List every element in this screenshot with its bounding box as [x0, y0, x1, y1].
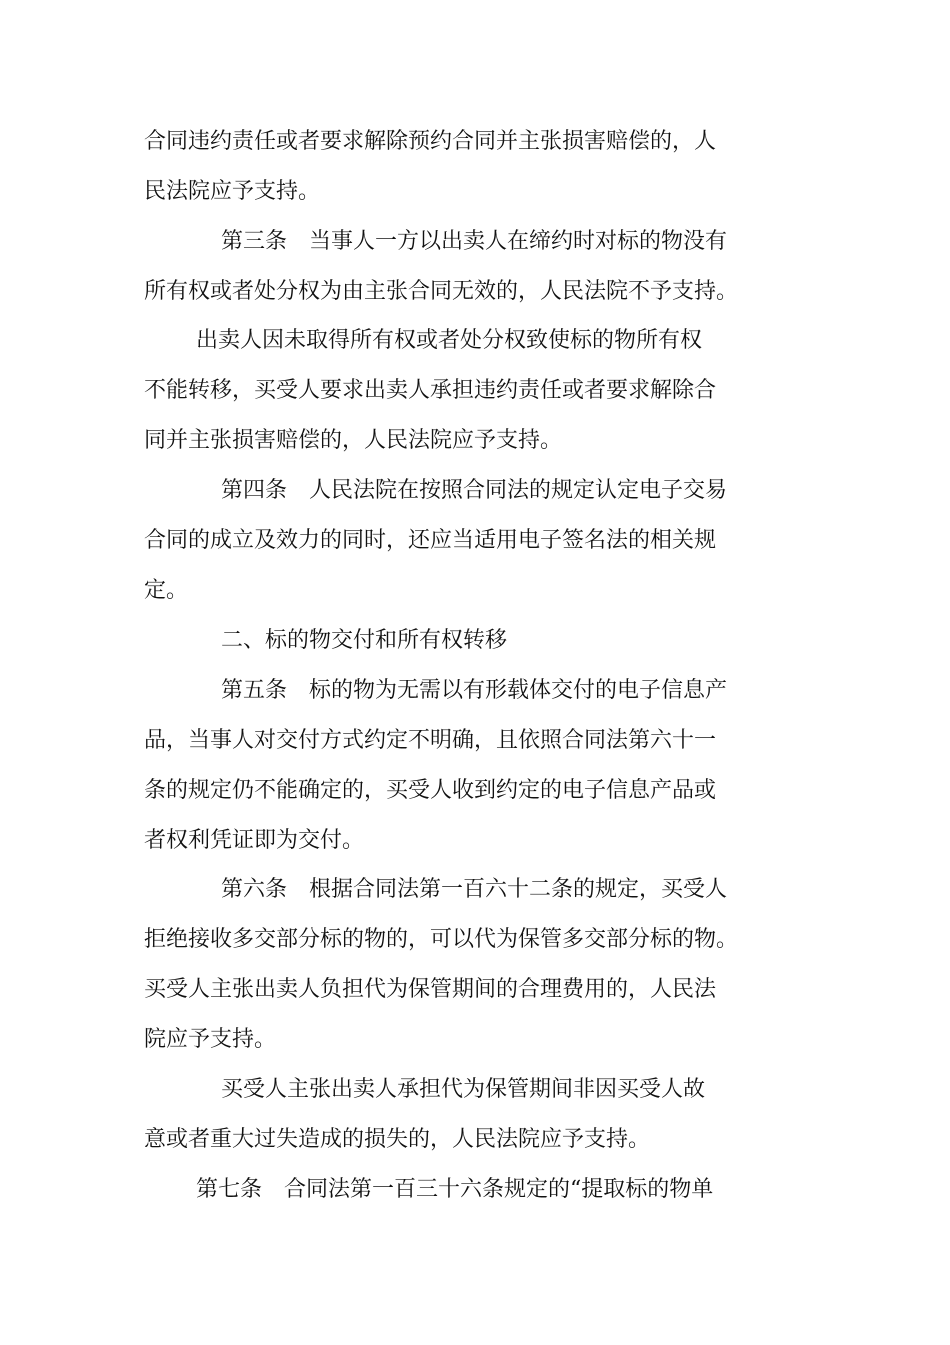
text-line: 不能转移，买受人要求出卖人承担违约责任或者要求解除合: [144, 378, 717, 403]
text-line: 合同违约责任或者要求解除预约合同并主张损害赔偿的，人: [144, 129, 717, 154]
text-line: 合同的成立及效力的同时，还应当适用电子签名法的相关规: [144, 528, 717, 553]
text-line: 者权利凭证即为交付。: [144, 828, 365, 853]
text-line: 买受人主张出卖人负担代为保管期间的合理费用的，人民法: [144, 977, 717, 1002]
text-line: 定。: [144, 578, 189, 603]
text-line: 品，当事人对交付方式约定不明确，且依照合同法第六十一: [144, 728, 717, 753]
article-heading-line: 第五条 标的物为无需以有形载体交付的电子信息产: [221, 678, 728, 703]
text-line: 所有权或者处分权为由主张合同无效的，人民法院不予支持。: [144, 279, 739, 304]
section-heading: 二、标的物交付和所有权转移: [221, 628, 508, 653]
article-heading-line: 第三条 当事人一方以出卖人在缔约时对标的物没有: [221, 229, 728, 254]
text-line: 买受人主张出卖人承担代为保管期间非因买受人故: [221, 1077, 706, 1102]
text-line: 出卖人因未取得所有权或者处分权致使标的物所有权: [196, 328, 703, 353]
text-line: 民法院应予支持。: [144, 179, 321, 204]
text-line: 院应予支持。: [144, 1027, 277, 1052]
article-heading-line: 第六条 根据合同法第一百六十二条的规定，买受人: [221, 877, 728, 902]
article-heading-line: 第七条 合同法第一百三十六条规定的“提取标的物单: [196, 1177, 714, 1202]
article-heading-line: 第四条 人民法院在按照合同法的规定认定电子交易: [221, 478, 728, 503]
text-line: 同并主张损害赔偿的，人民法院应予支持。: [144, 428, 563, 453]
text-line: 条的规定仍不能确定的，买受人收到约定的电子信息产品或: [144, 778, 717, 803]
text-line: 拒绝接收多交部分标的物的，可以代为保管多交部分标的物。: [144, 927, 739, 952]
text-line: 意或者重大过失造成的损失的，人民法院应予支持。: [144, 1127, 651, 1152]
